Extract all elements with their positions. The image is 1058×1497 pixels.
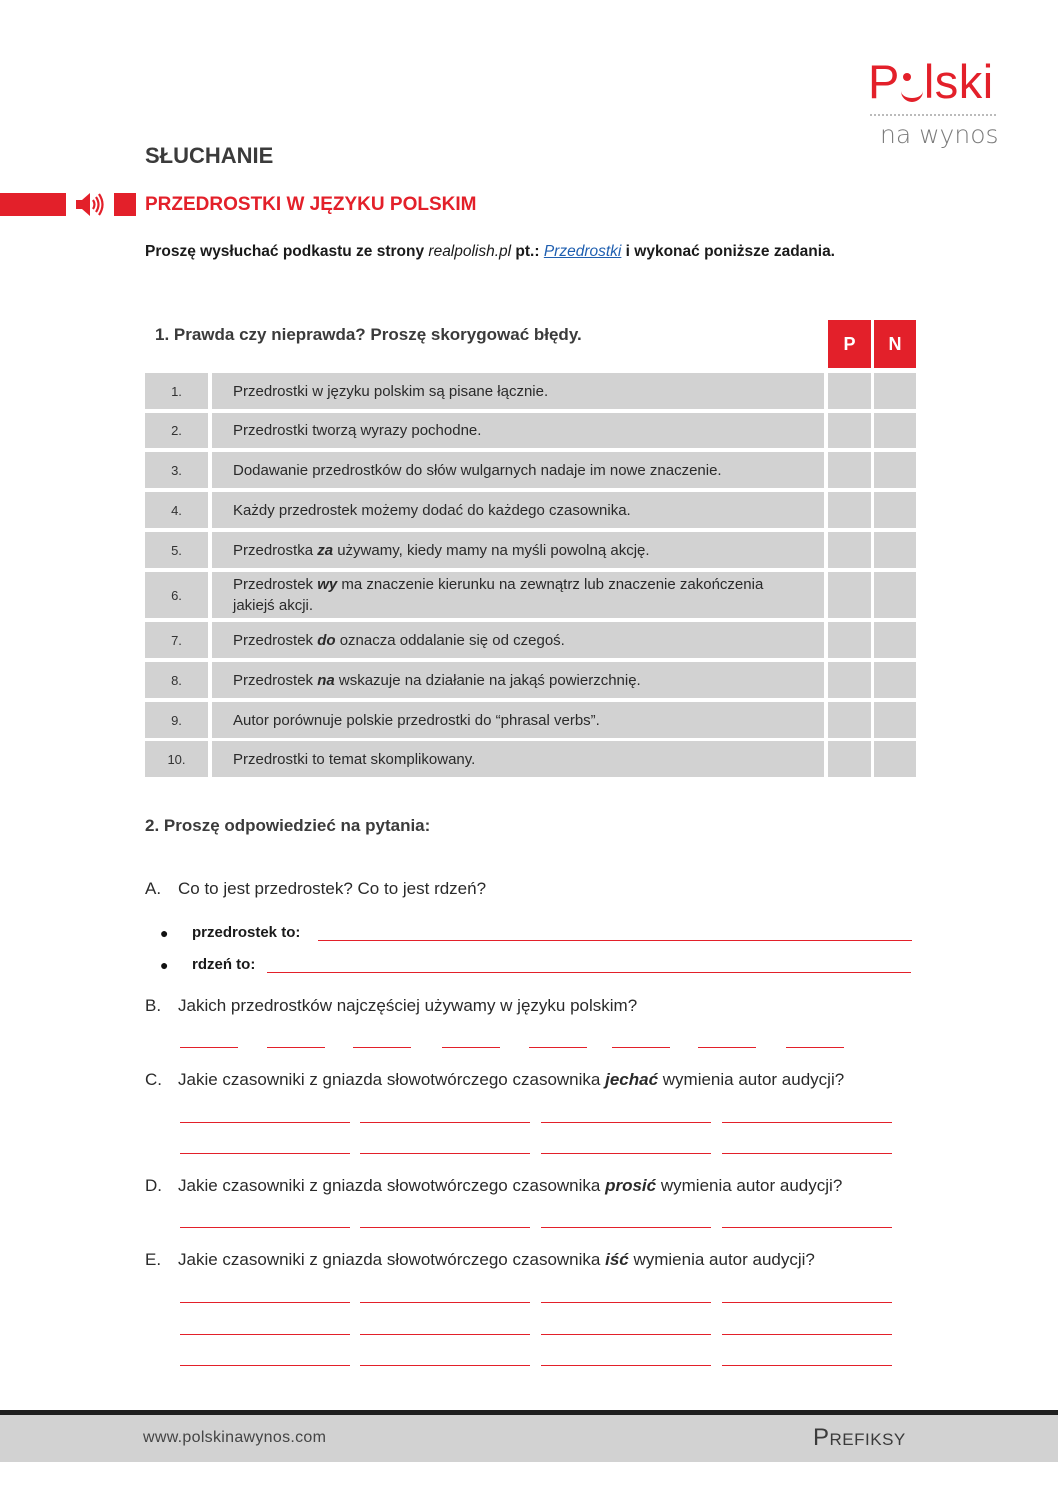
table-row [145,452,916,488]
speaker-icon [74,190,106,219]
answer-line[interactable] [360,1334,530,1335]
statement-text-end: oznacza oddalanie się od czegoś. [335,631,565,649]
question-letter: A. [145,879,162,898]
question-text: Jakich przedrostków najczęściej używamy w języku polskim? [178,996,638,1015]
answer-true-cell[interactable] [828,741,871,777]
statement-text: Przedrostki w języku polskim są pisane łącznie. [233,382,549,400]
answer-false-cell[interactable] [874,413,916,448]
statement-text: Dodawanie przedrostków do słów wulgarnych nadaje im nowe znaczenie. [233,461,722,479]
row-statement [212,702,824,738]
answer-line[interactable] [541,1334,711,1335]
answer-false-cell[interactable] [874,452,916,488]
answer-true-cell[interactable] [828,532,871,568]
bullet-icon: ● [160,957,169,973]
question-text: Jakie czasowniki z gniazda słowotwórczego czasownika [178,1070,606,1089]
question-verb: jechać [605,1070,659,1089]
answer-blank[interactable] [353,1047,411,1048]
logo-subtitle: na wynos [880,120,999,149]
answer-true-cell[interactable] [828,572,871,618]
question-b [145,996,637,1016]
question-letter: B. [145,996,162,1015]
row-statement [212,373,824,409]
question-text: Jakie czasowniki z gniazda słowotwórczego czasownika [178,1250,606,1269]
answer-false-cell[interactable] [874,741,916,777]
logo-letter-p: P [868,55,900,108]
row-statement [212,662,824,698]
question-text-end: wymienia autor audycji? [656,1176,843,1195]
instruction-text: Proszę wysłuchać podkastu ze strony [145,243,429,260]
answer-true-cell[interactable] [828,702,871,738]
answer-blank[interactable] [180,1047,238,1048]
table-row [145,532,916,568]
answer-false-cell[interactable] [874,532,916,568]
answer-line[interactable] [180,1227,350,1228]
answer-line[interactable] [541,1227,711,1228]
table-row [145,741,916,777]
answer-line[interactable] [722,1365,892,1366]
question-e [145,1250,815,1270]
table-row [145,492,916,528]
answer-true-cell[interactable] [828,492,871,528]
question-c [145,1070,844,1090]
answer-line[interactable] [722,1122,892,1123]
row-statement [212,741,824,777]
accent-bar-small [114,193,136,216]
answer-line-prefix[interactable] [318,940,912,941]
statement-text: Przedrostka [233,541,318,559]
row-number: 7. [145,622,208,658]
statement-prefix: na [317,671,335,689]
statement-prefix: wy [317,576,338,593]
question-text-end: wymienia autor audycji? [628,1250,815,1269]
statement-text-end: ma znaczenie kierunku na zewnątrz lub znaczenie zakończenia jakiejś akcji. [233,576,764,614]
table-row [145,413,916,448]
question-text: Jakie czasowniki z gniazda słowotwórczego czasownika [178,1176,606,1195]
answer-line[interactable] [722,1153,892,1154]
answer-line[interactable] [180,1153,350,1154]
answer-blank[interactable] [612,1047,670,1048]
column-false-header: N [874,320,916,368]
table-row [145,373,916,409]
answer-line[interactable] [180,1334,350,1335]
question-text-end: wymienia autor audycji? [658,1070,845,1089]
row-number: 5. [145,532,208,568]
answer-line[interactable] [360,1302,530,1303]
question-verb: prosić [605,1176,657,1195]
logo-smile-o [901,68,923,98]
statement-text-end: wskazuje na działanie na jakąś powierzchnię. [334,671,641,689]
table-row [145,702,916,738]
answer-false-cell[interactable] [874,373,916,409]
answer-true-cell[interactable] [828,662,871,698]
statement-text: Przedrostek [233,576,318,593]
table-row [145,662,916,698]
exercise1-title: 1. Prawda czy nieprawda? Proszę skorygować błędy. [155,325,582,344]
row-number: 8. [145,662,208,698]
table-row [145,572,916,618]
root-label: rdzeń to: [192,956,256,973]
question-a [145,879,486,899]
row-number: 2. [145,413,208,448]
statement-text: Przedrostki tworzą wyrazy pochodne. [233,422,482,439]
question-letter: D. [145,1176,162,1195]
brand-logo [868,55,1000,150]
answer-line[interactable] [360,1227,530,1228]
answer-blank[interactable] [529,1047,587,1048]
row-statement [212,492,824,528]
statement-text: Przedrostek [233,671,318,689]
statement-prefix: do [317,631,336,649]
answer-blank[interactable] [267,1047,325,1048]
row-number: 4. [145,492,208,528]
footer-url[interactable]: www.polskinawynos.com [143,1429,327,1446]
answer-line[interactable] [360,1153,530,1154]
instruction-text-2: pt.: [511,243,544,260]
answer-blank[interactable] [786,1047,844,1048]
instruction [145,243,835,261]
row-statement [212,572,824,618]
row-number: 1. [145,373,208,409]
answer-line[interactable] [541,1302,711,1303]
question-letter: C. [145,1070,162,1089]
answer-line[interactable] [541,1122,711,1123]
prefix-label: przedrostek to: [192,924,301,941]
logo-divider [870,114,996,116]
question-d [145,1176,842,1196]
column-true-header: P [828,320,871,368]
podcast-link[interactable]: Przedrostki [543,243,622,260]
answer-line[interactable] [722,1227,892,1228]
answer-true-cell[interactable] [828,373,871,409]
instruction-text-3: i wykonać poniższe zadania. [621,243,835,260]
statement-prefix: za [317,541,334,559]
statement-text: Przedrostki to temat skomplikowany. [233,750,476,768]
row-statement [212,532,824,568]
answer-true-cell[interactable] [828,413,871,448]
logo-wordmark [868,55,994,108]
row-number: 10. [145,741,208,777]
statement-text-end: używamy, kiedy mamy na myśli powolną akcję. [333,541,650,559]
answer-line[interactable] [180,1302,350,1303]
answer-blank[interactable] [442,1047,500,1048]
answer-false-cell[interactable] [874,662,916,698]
section-label: SŁUCHANIE [145,143,274,168]
answer-line-root[interactable] [267,972,911,973]
footer-topic: Prefiksy [813,1424,906,1451]
statement-text: Autor porównuje polskie przedrostki do “phrasal verbs”. [233,711,600,729]
bullet-icon: ● [160,925,169,941]
answer-true-cell[interactable] [828,452,871,488]
statement-text: Każdy przedrostek możemy dodać do każdego czasownika. [233,501,631,519]
answer-false-cell[interactable] [874,702,916,738]
exercise2-title: 2. Proszę odpowiedzieć na pytania: [145,816,431,835]
worksheet-title: PRZEDROSTKI W JĘZYKU POLSKIM [145,194,477,215]
row-statement [212,452,824,488]
answer-line[interactable] [180,1365,350,1366]
table-row [145,622,916,658]
accent-bar [0,193,66,216]
answer-line[interactable] [180,1122,350,1123]
answer-line[interactable] [541,1153,711,1154]
logo-letters: lski [923,55,994,108]
answer-true-cell[interactable] [828,622,871,658]
answer-line[interactable] [360,1365,530,1366]
row-number: 3. [145,452,208,488]
question-verb: iść [605,1250,629,1269]
question-text: Co to jest przedrostek? Co to jest rdzeń? [178,879,487,898]
answer-blank[interactable] [698,1047,756,1048]
row-number: 6. [145,572,208,618]
answer-false-cell[interactable] [874,572,916,618]
answer-false-cell[interactable] [874,622,916,658]
row-number: 9. [145,702,208,738]
answer-line[interactable] [360,1122,530,1123]
answer-line[interactable] [541,1365,711,1366]
answer-false-cell[interactable] [874,492,916,528]
answer-line[interactable] [722,1334,892,1335]
row-statement [212,622,824,658]
instruction-site: realpolish.pl [428,243,512,260]
statement-text: Przedrostek [233,631,318,649]
question-letter: E. [145,1250,162,1269]
row-statement [212,413,824,448]
answer-line[interactable] [722,1302,892,1303]
